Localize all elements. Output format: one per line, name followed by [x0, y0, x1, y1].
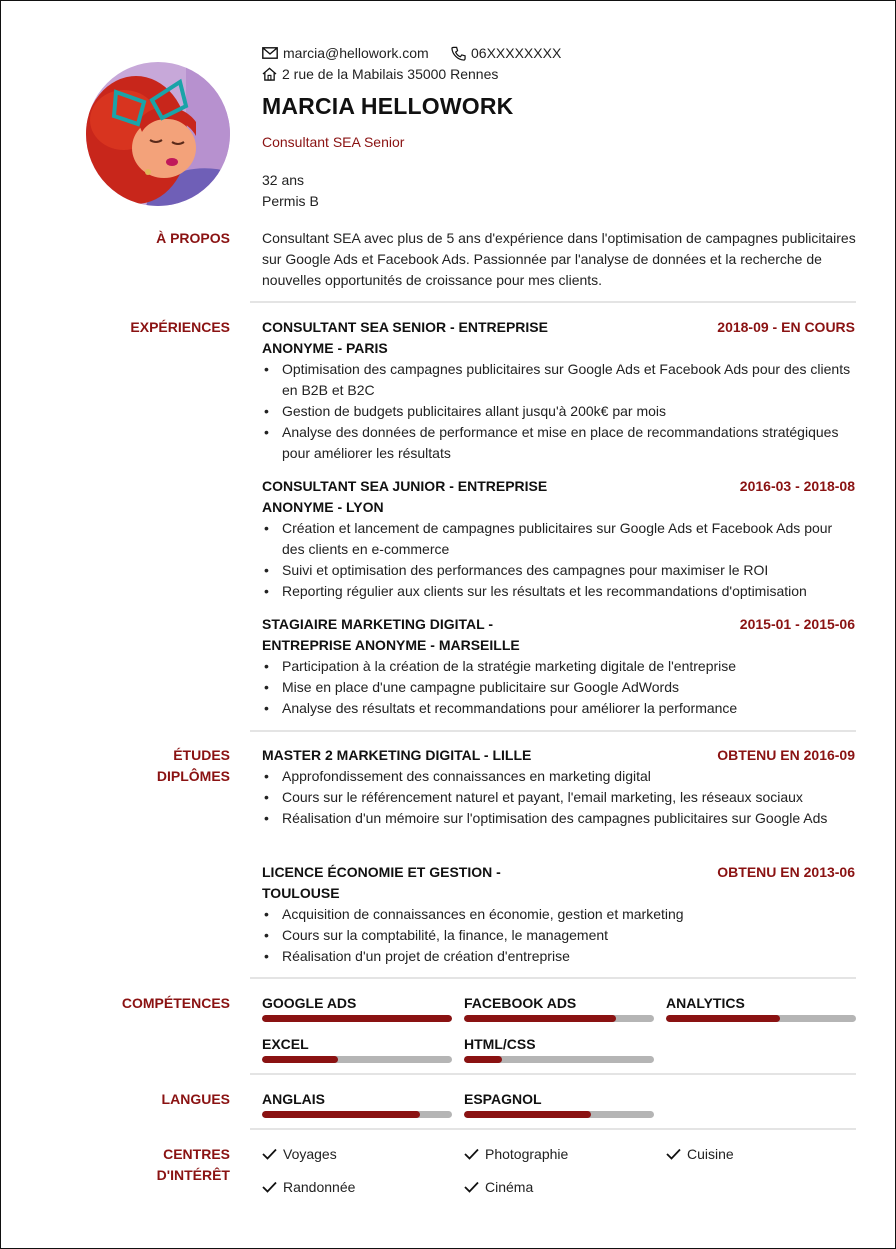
skill-item: [262, 1035, 452, 1063]
skill-item: [262, 994, 452, 1022]
section-label-about: À PROPOS: [156, 230, 230, 246]
experience-title-line2: ANONYME - LYON: [262, 499, 384, 515]
language-bar-fill: [464, 1111, 591, 1118]
check-icon: [262, 1181, 277, 1193]
education-title: MASTER 2 MARKETING DIGITAL - LILLE: [262, 747, 532, 763]
check-icon: [464, 1148, 479, 1160]
experience-bullets: [262, 656, 856, 719]
interest-item: [262, 1178, 355, 1196]
skill-name: HTML/CSS: [464, 1036, 536, 1052]
bullet-item: • Cours sur la comptabilité, la finance, le management: [262, 925, 856, 946]
interest-label: Cuisine: [687, 1146, 734, 1162]
education-bullets: [262, 766, 856, 829]
language-bar-fill: [262, 1111, 420, 1118]
skill-bar: [262, 1015, 452, 1022]
education-title-line2: TOULOUSE: [262, 885, 340, 901]
section-label-skills: COMPÉTENCES: [121, 995, 230, 1011]
experience-bullets: [262, 518, 856, 602]
section-label-line: CENTRES: [163, 1146, 230, 1162]
experience-title-line2: ENTREPRISE ANONYME - MARSEILLE: [262, 637, 520, 653]
interest-item: [666, 1145, 734, 1163]
experience-title: STAGIAIRE MARKETING DIGITAL -: [262, 616, 493, 632]
mail-icon: [262, 47, 278, 59]
experience-title-line2: ANONYME - PARIS: [262, 340, 388, 356]
divider: [250, 1073, 856, 1075]
interest-item: [262, 1145, 337, 1163]
bullet-item: • Optimisation des campagnes publicitaires sur Google Ads et Facebook Ads pour des clients en B2B et B2C: [262, 359, 856, 401]
skill-name: EXCEL: [262, 1036, 309, 1052]
language-bar: [262, 1111, 452, 1118]
bullet-item: • Cours sur le référencement naturel et payant, l'email marketing, les réseaux sociaux: [262, 787, 856, 808]
education-date: OBTENU EN 2013-06: [717, 864, 855, 880]
divider: [250, 730, 856, 732]
phone-text: 06XXXXXXXX: [471, 45, 562, 61]
age: 32 ans: [262, 172, 305, 188]
contact-phone[interactable]: [451, 44, 561, 62]
language-name: ESPAGNOL: [464, 1091, 542, 1107]
experience-date: 2015-01 - 2015-06: [739, 616, 855, 632]
section-label-experiences: EXPÉRIENCES: [130, 319, 230, 335]
experience-title: CONSULTANT SEA JUNIOR - ENTREPRISE: [262, 478, 548, 494]
bullet-item: • Acquisition de connaissances en économie, gestion et marketing: [262, 904, 856, 925]
skill-bar-fill: [464, 1015, 616, 1022]
home-icon: [262, 67, 277, 81]
language-bar: [464, 1111, 654, 1118]
section-label-education: [1, 745, 230, 787]
interest-item: [464, 1145, 568, 1163]
candidate-name: MARCIA HELLOWORK: [262, 93, 514, 119]
interest-label: Voyages: [283, 1146, 337, 1162]
bullet-item: • Analyse des données de performance et mise en place de recommandations stratégiques pour améliorer les résultats: [262, 422, 856, 464]
contact-address: [262, 65, 498, 83]
skill-item: [464, 994, 654, 1022]
experience-bullets: [262, 359, 856, 464]
experience-title: CONSULTANT SEA SENIOR - ENTREPRISE: [262, 319, 548, 335]
phone-icon: [451, 46, 466, 61]
check-icon: [666, 1148, 681, 1160]
experience-date: 2016-03 - 2018-08: [739, 478, 855, 494]
address-text: 2 rue de la Mabilais 35000 Rennes: [282, 66, 499, 82]
interest-label: Randonnée: [283, 1179, 356, 1195]
section-label-line: DIPLÔMES: [156, 768, 230, 784]
bullet-item: • Analyse des résultats et recommandations pour améliorer la performance: [262, 698, 856, 719]
email-text: marcia@hellowork.com: [283, 45, 429, 61]
interest-item: [464, 1178, 533, 1196]
skill-bar-fill: [464, 1056, 502, 1063]
education-title: LICENCE ÉCONOMIE ET GESTION -: [262, 864, 501, 880]
about-text: Consultant SEA avec plus de 5 ans d'expérience dans l'optimisation de campagnes publicitaires sur Google Ads et Facebook Ads. Passionnée par l'analyse de données et la recherche de nouvelles opportunités de croissance pour mes clients.: [262, 230, 856, 288]
skill-name: GOOGLE ADS: [262, 995, 357, 1011]
section-label-interests: [1, 1144, 230, 1186]
skill-bar-fill: [262, 1015, 452, 1022]
bullet-item: • Création et lancement de campagnes publicitaires sur Google Ads et Facebook Ads pour des clients en e-commerce: [262, 518, 856, 560]
skill-bar-fill: [262, 1056, 338, 1063]
divider: [250, 1128, 856, 1130]
skill-bar: [464, 1015, 654, 1022]
bullet-item: • Gestion de budgets publicitaires allant jusqu'à 200k€ par mois: [262, 401, 856, 422]
interest-label: Cinéma: [485, 1179, 534, 1195]
divider: [250, 977, 856, 979]
bullet-item: • Reporting régulier aux clients sur les résultats et les recommandations d'optimisation: [262, 581, 856, 602]
education-bullets: [262, 904, 856, 967]
skill-bar-fill: [666, 1015, 780, 1022]
language-name: ANGLAIS: [262, 1091, 325, 1107]
experience-date: 2018-09 - EN COURS: [717, 319, 855, 335]
bullet-item: • Approfondissement des connaissances en marketing digital: [262, 766, 856, 787]
language-item: [262, 1090, 452, 1118]
bullet-item: • Réalisation d'un mémoire sur l'optimisation des campagnes publicitaires sur Google Ads: [262, 808, 856, 829]
skill-bar: [262, 1056, 452, 1063]
bullet-item: • Participation à la création de la stratégie marketing digitale de l'entreprise: [262, 656, 856, 677]
section-label-line: D'INTÉRÊT: [156, 1167, 230, 1183]
check-icon: [464, 1181, 479, 1193]
skill-item: [666, 994, 856, 1022]
skill-bar: [666, 1015, 856, 1022]
profile-photo: [86, 62, 230, 206]
bullet-item: • Mise en place d'une campagne publicitaire sur Google AdWords: [262, 677, 856, 698]
divider: [250, 301, 856, 303]
driving-license: Permis B: [262, 193, 319, 209]
skill-item: [464, 1035, 654, 1063]
interest-label: Photographie: [485, 1146, 569, 1162]
contact-email[interactable]: [262, 44, 429, 62]
check-icon: [262, 1148, 277, 1160]
language-item: [464, 1090, 654, 1118]
job-title: Consultant SEA Senior: [262, 134, 405, 150]
bullet-item: • Suivi et optimisation des performances des campagnes pour maximiser le ROI: [262, 560, 856, 581]
skill-name: ANALYTICS: [666, 995, 745, 1011]
skill-bar: [464, 1056, 654, 1063]
education-date: OBTENU EN 2016-09: [717, 747, 855, 763]
skill-name: FACEBOOK ADS: [464, 995, 577, 1011]
section-label-line: ÉTUDES: [173, 747, 230, 763]
bullet-item: • Réalisation d'un projet de création d'entreprise: [262, 946, 856, 967]
section-label-languages: LANGUES: [161, 1091, 230, 1107]
